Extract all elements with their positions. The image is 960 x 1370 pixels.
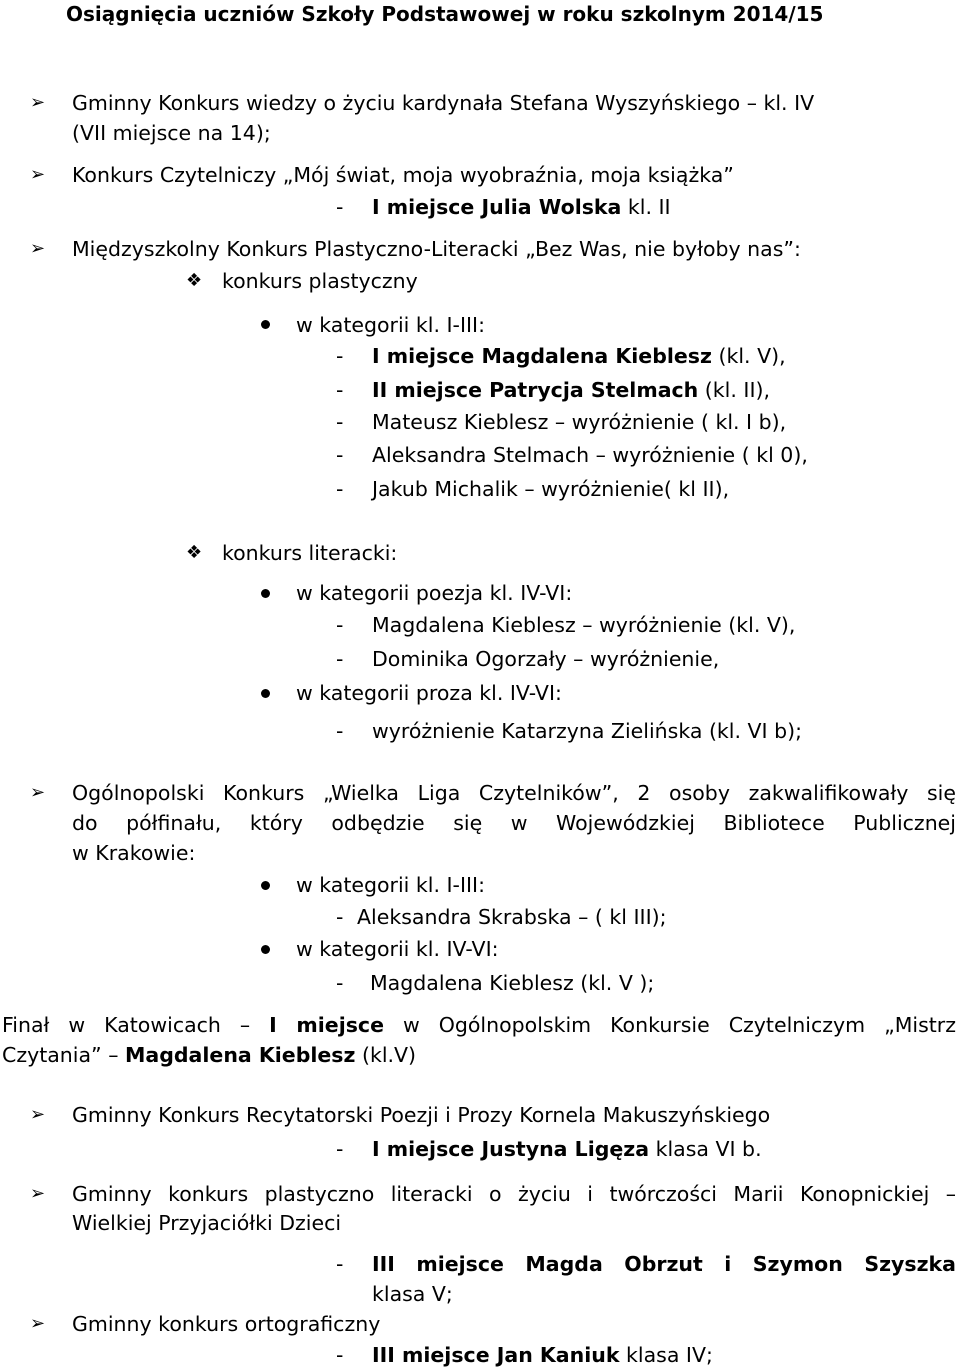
- dash: -: [336, 613, 344, 637]
- s6-line1: Gminny Konkurs Recytatorski Poezji i Prozy Kornela Makuszyńskiego: [72, 1103, 771, 1127]
- diamond-bullet-icon: ❖: [186, 542, 203, 563]
- text: (kl.V): [355, 1043, 417, 1067]
- arrow-bullet-icon: ➢: [30, 164, 46, 185]
- text: Czytania” –: [2, 1043, 125, 1067]
- dash: -: [336, 647, 344, 671]
- s2-line1: Konkurs Czytelniczy „Mój świat, moja wyobraźnia, moja książka”: [72, 163, 734, 187]
- s4-kat1: w kategorii kl. I-III:: [296, 873, 485, 897]
- s3-r5: Jakub Michalik – wyróżnienie( kl II),: [372, 477, 730, 501]
- dash: -: [336, 410, 344, 434]
- s8-winner-line: [372, 1342, 713, 1368]
- text: Finał w Katowicach –: [2, 1013, 270, 1037]
- arrow-bullet-icon: ➢: [30, 92, 46, 113]
- s3-r1: [372, 343, 786, 369]
- dot-bullet-icon: [261, 945, 270, 954]
- s3-r7: Dominika Ogorzały – wyróżnienie,: [372, 647, 720, 671]
- dot-bullet-icon: [261, 589, 270, 598]
- s8-line1: Gminny konkurs ortograficzny: [72, 1312, 381, 1336]
- s4-r1: Aleksandra Skrabska – ( kl III);: [357, 905, 667, 929]
- dash: -: [336, 971, 344, 995]
- s3-kat2: w kategorii poezja kl. IV-VI:: [296, 581, 573, 605]
- arrow-bullet-icon: ➢: [30, 1183, 46, 1204]
- s3-r8: wyróżnienie Katarzyna Zielińska (kl. VI b);: [372, 719, 803, 743]
- s4-r2: Magdalena Kieblesz (kl. V );: [370, 971, 655, 995]
- text: w Ogólnopolskim Konkursie Czytelniczym „Mistrz: [383, 1013, 956, 1037]
- dash: -: [336, 477, 344, 501]
- dash: -: [336, 378, 344, 402]
- s3-heading: Międzyszkolny Konkurs Plastyczno-Literacki „Bez Was, nie byłoby nas”:: [72, 237, 801, 261]
- s2-winner: I miejsce Julia Wolska: [372, 195, 622, 219]
- dash: -: [336, 719, 344, 743]
- winner-name: I miejsce Justyna Ligęza: [372, 1137, 650, 1161]
- dash: -: [336, 443, 344, 467]
- s6-winner-line: [372, 1136, 762, 1162]
- diamond-bullet-icon: ❖: [186, 270, 203, 291]
- s5-line1: [2, 1012, 956, 1038]
- s4-line1: Ogólnopolski Konkurs „Wielka Liga Czytelników”, 2 osoby zakwalifikowały się: [72, 781, 956, 805]
- s3-plastyczny: konkurs plastyczny: [222, 269, 418, 293]
- dot-bullet-icon: [261, 689, 270, 698]
- winner-class: klasa IV;: [619, 1343, 713, 1367]
- s2-class: kl. II: [621, 195, 671, 219]
- arrow-bullet-icon: ➢: [30, 1104, 46, 1125]
- winner-name: III miejsce Jan Kaniuk: [372, 1343, 620, 1367]
- arrow-bullet-icon: ➢: [30, 238, 46, 259]
- s4-kat2: w kategorii kl. IV-VI:: [296, 937, 499, 961]
- s3-r6: Magdalena Kieblesz – wyróżnienie (kl. V),: [372, 613, 796, 637]
- s3-kat3: w kategorii proza kl. IV-VI:: [296, 681, 562, 705]
- s1-line1: Gminny Konkurs wiedzy o życiu kardynała Stefana Wyszyńskiego – kl. IV: [72, 91, 815, 115]
- s2-dash: -: [336, 195, 344, 219]
- s3-kat1: w kategorii kl. I-III:: [296, 313, 485, 337]
- s3-r2: [372, 377, 770, 403]
- winner-class: klasa VI b.: [649, 1137, 762, 1161]
- winner-class: (kl. II),: [698, 378, 771, 402]
- s4-line2: do półfinału, który odbędzie się w Wojewódzkiej Bibliotece Publicznej: [72, 811, 956, 835]
- s3-literacki: konkurs literacki:: [222, 541, 398, 565]
- s3-r4: Aleksandra Stelmach – wyróżnienie ( kl 0),: [372, 443, 808, 467]
- page-title: Osiągnięcia uczniów Szkoły Podstawowej w roku szkolnym 2014/15: [66, 2, 824, 26]
- dash: -: [336, 344, 344, 368]
- dash: -: [336, 1137, 344, 1161]
- s7-line2: Wielkiej Przyjaciółki Dzieci: [72, 1211, 342, 1235]
- winner-class: (kl. V),: [711, 344, 786, 368]
- text-bold: I miejsce: [269, 1013, 384, 1037]
- dot-bullet-icon: [261, 320, 270, 329]
- arrow-bullet-icon: ➢: [30, 1313, 46, 1334]
- s2-winner-line: [372, 194, 671, 220]
- s7-line1: Gminny konkurs plastyczno literacki o życiu i twórczości Marii Konopnickiej –: [72, 1182, 956, 1206]
- text-bold: Magdalena Kieblesz: [124, 1043, 356, 1067]
- s7-class: klasa V;: [372, 1282, 453, 1306]
- winner-name: I miejsce Magdalena Kieblesz: [372, 344, 712, 368]
- s3-r3: Mateusz Kieblesz – wyróżnienie ( kl. I b),: [372, 410, 787, 434]
- dot-bullet-icon: [261, 881, 270, 890]
- winner-name: II miejsce Patrycja Stelmach: [372, 378, 699, 402]
- dash: -: [336, 1343, 344, 1367]
- s7-winner: III miejsce Magda Obrzut i Szymon Szyszka: [372, 1252, 956, 1276]
- s4-line3: w Krakowie:: [72, 841, 196, 865]
- dash: -: [336, 905, 344, 929]
- s1-line2: (VII miejsce na 14);: [72, 121, 271, 145]
- arrow-bullet-icon: ➢: [30, 782, 46, 803]
- dash: -: [336, 1252, 344, 1276]
- s5-line2: [2, 1042, 416, 1068]
